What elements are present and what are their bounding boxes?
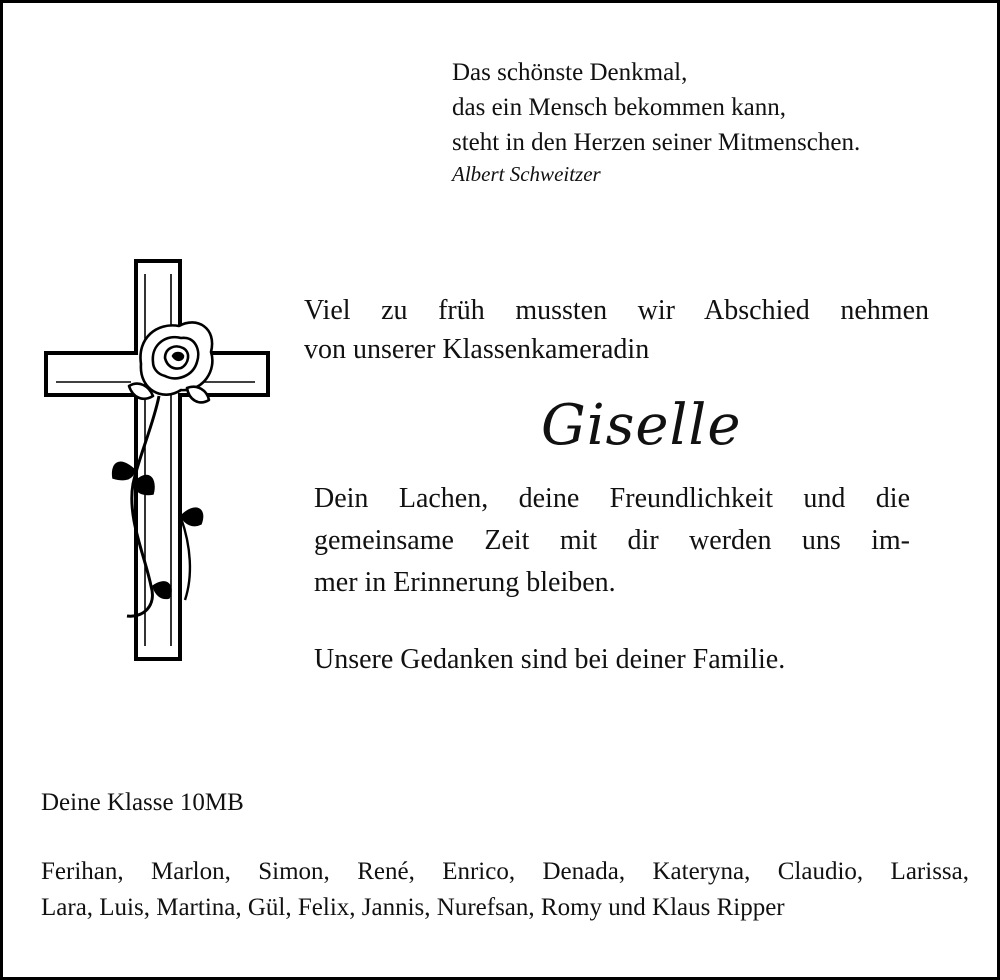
signature: Deine Klasse 10MB bbox=[41, 789, 244, 816]
message-line: mer in Erinnerung bleiben. bbox=[314, 567, 616, 598]
intro-line: von unserer Klassenkameradin bbox=[304, 334, 650, 365]
quote-line: das ein Mensch bekommen kann, bbox=[452, 94, 786, 121]
names-list bbox=[41, 854, 969, 926]
message-line: gemeinsame Zeit mit dir werden uns im- bbox=[314, 525, 910, 556]
cross-with-rose-icon bbox=[41, 256, 271, 666]
message-text bbox=[314, 478, 910, 604]
names-line: Lara, Luis, Martina, Gül, Felix, Jannis, Nurefsan, Romy und Klaus Ripper bbox=[41, 894, 785, 921]
quote-line: steht in den Herzen seiner Mitmenschen. bbox=[452, 129, 861, 156]
quote-line: Das schönste Denkmal, bbox=[452, 59, 688, 86]
quote-author: Albert Schweitzer bbox=[452, 162, 601, 186]
quote-block bbox=[452, 55, 860, 188]
intro-line: Viel zu früh mussten wir Abschied nehmen bbox=[304, 295, 929, 326]
thoughts-line: Unsere Gedanken sind bei deiner Familie. bbox=[314, 644, 786, 675]
deceased-name: Giselle bbox=[541, 393, 742, 458]
intro-text bbox=[304, 291, 929, 369]
message-line: Dein Lachen, deine Freundlichkeit und die bbox=[314, 483, 910, 514]
names-line: Ferihan, Marlon, Simon, René, Enrico, Denada, Kateryna, Claudio, Larissa, bbox=[41, 858, 969, 885]
